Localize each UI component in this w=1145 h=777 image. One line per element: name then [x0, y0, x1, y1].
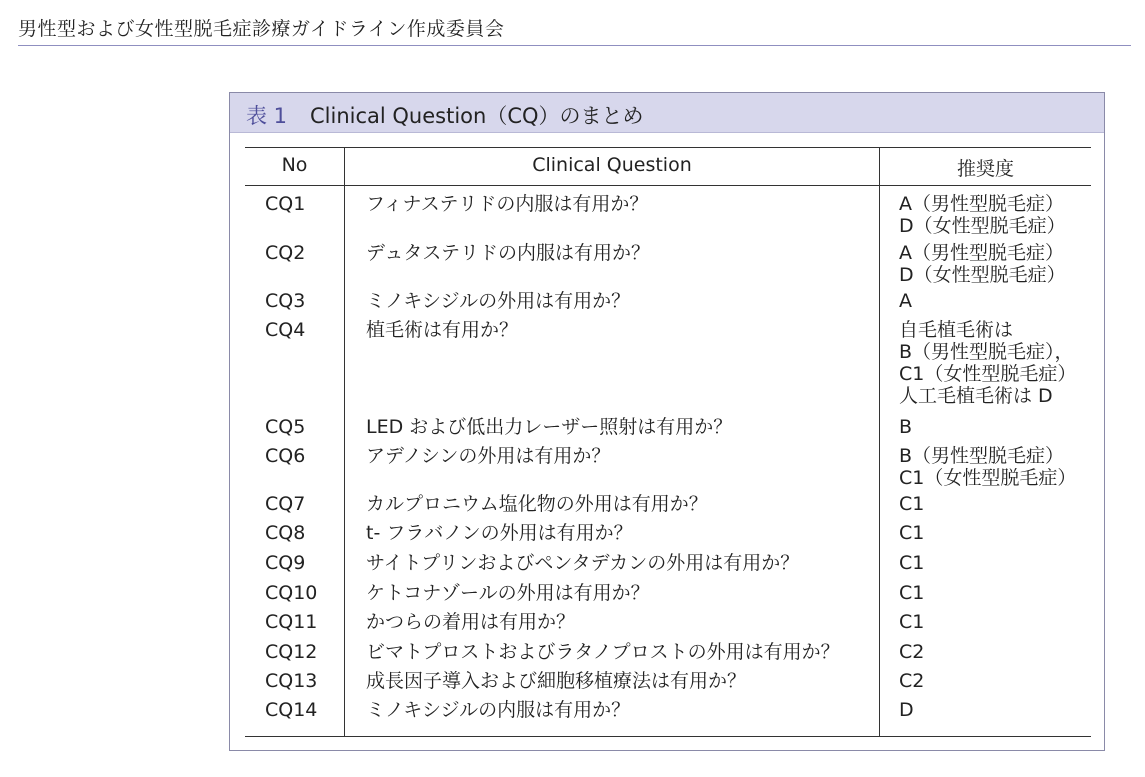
cq-question: 成長因子導入および細胞移植療法は有用か？: [366, 670, 747, 692]
column-divider-1: [344, 147, 345, 737]
cq-question: カルプロニウム塩化物の外用は有用か？: [366, 493, 708, 515]
recommendation-line: A（男性型脱毛症）: [899, 193, 1064, 215]
recommendation-line: C1: [899, 611, 925, 633]
table-caption: [230, 93, 1104, 133]
column-header-recommendation: 推奨度: [956, 158, 1014, 180]
recommendation-line: C1（女性型脱毛症）: [899, 467, 1077, 489]
cq-recommendation: [899, 416, 1091, 438]
cq-question: LED および低出力レーザー照射は有用か？: [366, 416, 733, 438]
column-header-question: Clinical Question: [532, 154, 692, 176]
cq-recommendation: [899, 493, 1091, 515]
cq-recommendation: [899, 522, 1091, 544]
recommendation-line: D（女性型脱毛症）: [899, 264, 1066, 286]
cq-question: 植毛術は有用か？: [366, 319, 519, 341]
table-bottom-rule: [245, 736, 1091, 737]
column-divider-2: [879, 147, 880, 737]
table-caption-title: Clinical Question（CQ）のまとめ: [310, 104, 644, 128]
cq-recommendation: [899, 319, 1091, 407]
cq-number: CQ2: [265, 242, 306, 264]
cq-question: ミノキシジルの内服は有用か？: [366, 699, 631, 721]
recommendation-line: D（女性型脱毛症）: [899, 215, 1066, 237]
cq-recommendation: [899, 641, 1091, 663]
cq-number: CQ11: [265, 611, 318, 633]
cq-question: ミノキシジルの外用は有用か？: [366, 290, 631, 312]
recommendation-line: B（男性型脱毛症），: [899, 341, 1074, 363]
cq-question: デュタステリドの内服は有用か？: [366, 242, 651, 264]
recommendation-line: C1: [899, 493, 925, 515]
table-header-rule: [245, 185, 1091, 186]
cq-recommendation: [899, 552, 1091, 574]
table-caption-label: 表 1: [246, 104, 288, 128]
recommendation-line: C1（女性型脱毛症）: [899, 363, 1077, 385]
cq-number: CQ7: [265, 493, 306, 515]
table-figure: [229, 92, 1105, 751]
cq-recommendation: [899, 582, 1091, 604]
recommendation-line: A: [899, 290, 912, 312]
cq-recommendation: [899, 242, 1091, 286]
cq-recommendation: [899, 670, 1091, 692]
cq-recommendation: [899, 193, 1091, 237]
cq-number: CQ13: [265, 670, 318, 692]
cq-question: サイトプリンおよびペンタデカンの外用は有用か？: [366, 552, 800, 574]
cq-question: ビマトプロストおよびラタノプロストの外用は有用か？: [366, 641, 840, 663]
cq-question: フィナステリドの内服は有用か？: [366, 193, 649, 215]
recommendation-line: C1: [899, 582, 925, 604]
cq-recommendation: [899, 611, 1091, 633]
recommendation-line: C1: [899, 552, 925, 574]
cq-number: CQ4: [265, 319, 306, 341]
cq-number: CQ6: [265, 445, 306, 467]
column-header-no: No: [281, 154, 308, 176]
cq-question: かつらの着用は有用か？: [366, 611, 576, 633]
cq-question: t- フラバノンの外用は有用か？: [366, 522, 633, 544]
recommendation-line: A（男性型脱毛症）: [899, 242, 1064, 264]
recommendation-line: 自毛植毛術は: [899, 319, 1014, 341]
cq-question: ケトコナゾールの外用は有用か？: [366, 582, 650, 604]
cq-number: CQ8: [265, 522, 306, 544]
recommendation-line: 人工毛植毛術は D: [899, 385, 1053, 407]
recommendation-line: C2: [899, 641, 925, 663]
recommendation-line: C2: [899, 670, 925, 692]
cq-number: CQ14: [265, 699, 318, 721]
recommendation-line: B: [899, 416, 913, 438]
table-top-rule: [245, 147, 1091, 148]
cq-number: CQ3: [265, 290, 306, 312]
cq-number: CQ5: [265, 416, 306, 438]
cq-recommendation: [899, 699, 1091, 721]
cq-recommendation: [899, 445, 1091, 489]
cq-number: CQ1: [265, 193, 306, 215]
recommendation-line: C1: [899, 522, 925, 544]
header-divider: [18, 45, 1131, 46]
cq-question: アデノシンの外用は有用か？: [366, 445, 611, 467]
cq-number: CQ12: [265, 641, 318, 663]
cq-number: CQ9: [265, 552, 306, 574]
recommendation-line: D: [899, 699, 914, 721]
cq-recommendation: [899, 290, 1091, 312]
cq-number: CQ10: [265, 582, 318, 604]
document-header: 男性型および女性型脱毛症診療ガイドライン作成委員会: [18, 18, 505, 40]
recommendation-line: B（男性型脱毛症）: [899, 445, 1065, 467]
